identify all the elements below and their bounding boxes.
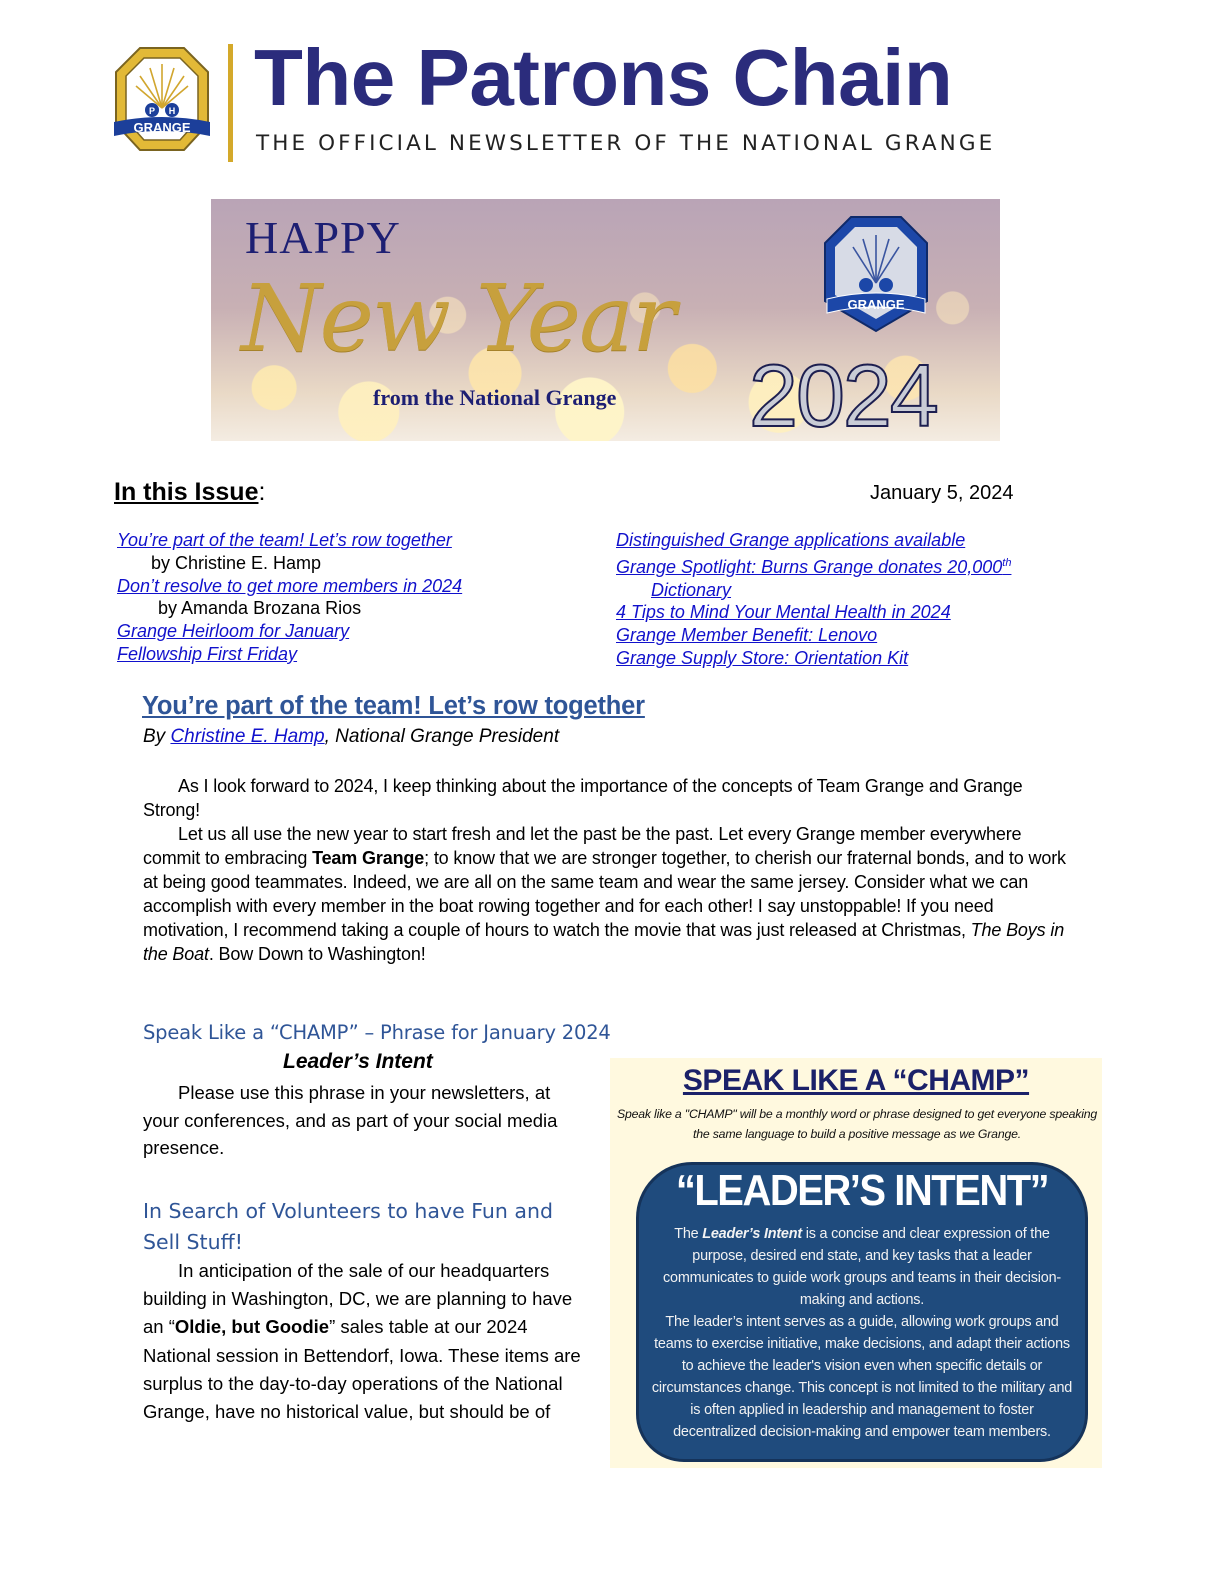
banner-new-year-text: New Year [241,265,674,372]
toc-link[interactable]: Distinguished Grange applications available [616,530,966,550]
panel-text [649,1223,1075,1443]
article-paragraph: As I look forward to 2024, I keep thinking about the importance of the concepts of Team Grange and Grange Strong! [143,776,1023,820]
in-this-issue-heading [114,478,265,507]
text-run: Let us all use the new year to start fresh and let the past be the past. Let every Grange member everywhere commit to embracing [143,824,1022,868]
newsletter-subtitle: THE OFFICIAL NEWSLETTER OF THE NATIONAL GRANGE [256,131,996,156]
banner-year-text: 2024 [749,346,937,441]
card-description: Speak like a "CHAMP" will be a monthly word or phrase designed to get everyone speaking the same language to build a positive message as we Grange. [616,1107,1098,1141]
bold-text: Oldie, but Goodie [174,1316,330,1338]
grange-logo-blue [821,215,931,335]
grange-logo [112,46,212,154]
volunteers-text [143,1257,591,1426]
toc-right-column [616,529,1011,670]
issue-heading-colon: : [258,478,266,506]
issue-heading-text: In this Issue [114,478,259,506]
svg-text:GRANGE: GRANGE [133,120,191,135]
toc-link[interactable]: 4 Tips to Mind Your Mental Health in 2024 [616,602,951,623]
toc-link[interactable]: Don’t resolve to get more members in 2024 [117,575,463,596]
champ-text [143,1079,583,1162]
toc-left-column [117,529,462,666]
svg-text:H: H [168,106,176,116]
masthead-divider [228,44,233,162]
bold-text: Team Grange [312,848,425,868]
toc-link[interactable] [616,552,1011,579]
volunteers-heading: In Search of Volunteers to have Fun and Sell Stuff! [143,1199,553,1254]
panel-paragraph: The leader’s intent serves as a guide, allowing work groups and teams to exercise initiative, make decisions, and adapt their actions to achieve the leader's vision even when specific details or circumstances change. This concept is not limited to the military and is often applied in leadership and management to foster decentralized decision-making and empower team members. [651,1314,1073,1440]
article-body [143,774,1071,966]
author-link[interactable]: Christine E. Hamp [170,726,325,747]
volunteers-paragraph [143,1257,591,1426]
speak-like-a-champ-graphic [610,1058,1102,1468]
card-title-text: SPEAK LIKE A “CHAMP” [682,1064,1030,1097]
leaders-intent-panel [636,1162,1088,1462]
toc-author: by Christine E. Hamp [151,552,322,573]
toc-link[interactable]: Dictionary [651,579,732,600]
article-paragraph [143,822,1071,966]
champ-phrase: Leader’s Intent [283,1050,433,1073]
text-run: ” sales table at our 2024 National session in Bettendorf, Iowa. These items are surplus to the day-to-day operations of the National Grange, have no historical value, but should be of [143,1316,581,1423]
bold-text: Leader’s Intent [702,1226,802,1242]
toc-link[interactable]: Fellowship First Friday [117,643,298,664]
panel-paragraph [649,1223,1075,1311]
champ-section-heading: Speak Like a “CHAMP” – Phrase for January 2024 [143,1021,611,1044]
toc-link-superscript: th [1002,556,1012,569]
text-run: . Bow Down to Washington! [208,944,426,964]
card-title [610,1064,1102,1098]
italic-text: The Boys in the Boat [143,920,1065,964]
svg-text:P: P [148,106,156,116]
banner-from-text: from the National Grange [373,385,617,410]
toc-link[interactable]: Grange Supply Store: Orientation Kit [616,647,909,668]
toc-author: by Amanda Brozana Rios [158,598,362,619]
toc-link[interactable]: Grange Heirloom for January [117,621,350,642]
banner-logo-text: GRANGE [847,297,905,312]
toc-link[interactable]: You’re part of the team! Let’s row together [117,530,452,550]
panel-title: “LEADER’S INTENT” [675,1167,1049,1215]
text-run: is a concise and clear expression of the purpose, desired end state, and key tasks that a leader communicates to guide work groups and teams in their decision-making and actions. [663,1226,1061,1308]
text-run: The [674,1226,703,1242]
text-run: ; to know that we are stronger together, to cherish our fraternal bonds, and to work at being good teammates. Indeed, we are all on the same team and wear the same jersey. Consider what we can accomplish with every member in the boat rowing together and for each other! I say unstoppable! If you need motivation, I recommend taking a couple of hours to watch the movie that was just released at Christmas, [143,848,1066,940]
byline-prefix: By [143,726,171,747]
toc-link[interactable]: Grange Member Benefit: Lenovo [616,625,878,646]
new-year-banner [211,199,1000,441]
text-run: In anticipation of the sale of our headquarters building in Washington, DC, we are planning to have an “ [143,1260,573,1338]
issue-date: January 5, 2024 [870,482,1014,504]
article-byline [143,726,559,748]
newsletter-title: The Patrons Chain [254,33,953,122]
banner-happy-text: HAPPY [245,212,401,263]
article-title: You’re part of the team! Let’s row together [142,692,645,720]
champ-paragraph: Please use this phrase in your newsletters, at your conferences, and as part of your social media presence. [143,1082,558,1158]
toc-link-text: Grange Spotlight: Burns Grange donates 20,000 [616,556,1003,577]
byline-suffix: , National Grange President [324,726,560,747]
